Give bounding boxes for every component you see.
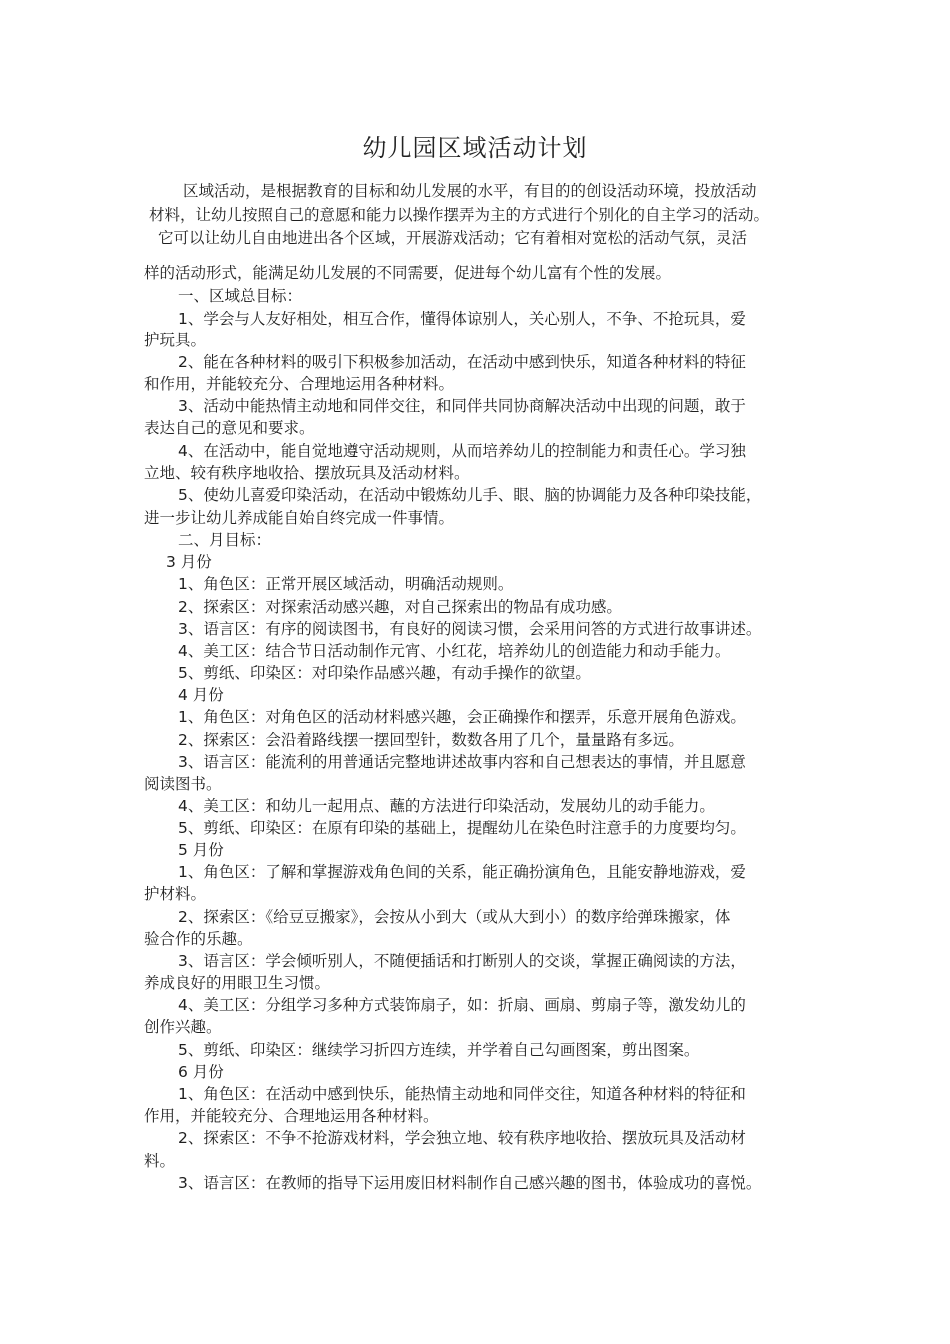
paragraph-line: 5、剪纸、印染区：继续学习折四方连续，并学着自己勾画图案，剪出图案。 bbox=[178, 1041, 700, 1059]
paragraph-line: 2、探索区：《给豆豆搬家》，会按从小到大（或从大到小）的数序给弹珠搬家，体 bbox=[178, 908, 731, 926]
paragraph-line: 阅读图书。 bbox=[144, 775, 222, 793]
paragraph-line: 3、语言区：在教师的指导下运用废旧材料制作自己感兴趣的图书，体验成功的喜悦。 bbox=[178, 1174, 762, 1192]
paragraph-line: 1、角色区：在活动中感到快乐，能热情主动地和同伴交往，知道各种材料的特征和 bbox=[178, 1085, 746, 1103]
paragraph-line: 4、美工区：结合节日活动制作元宵、小红花，培养幼儿的创造能力和动手能力。 bbox=[178, 642, 731, 660]
paragraph-line: 4、美工区：分组学习多种方式装饰扇子，如：折扇、画扇、剪扇子等，激发幼儿的 bbox=[178, 996, 746, 1014]
page-title: 幼儿园区域活动计划 bbox=[362, 134, 588, 162]
paragraph-line: 表达自己的意见和要求。 bbox=[144, 419, 315, 437]
paragraph-line: 1、角色区：了解和掌握游戏角色间的关系，能正确扮演角色，且能安静地游戏，爱 bbox=[178, 863, 746, 881]
paragraph-line: 它可以让幼儿自由地进出各个区域，开展游戏活动；它有着相对宽松的活动气氛，灵活 bbox=[158, 229, 748, 247]
paragraph-line: 样的活动形式，能满足幼儿发展的不同需要，促进每个幼儿富有个性的发展。 bbox=[144, 264, 672, 282]
paragraph-line: 5、剪纸、印染区：对印染作品感兴趣，有动手操作的欲望。 bbox=[178, 664, 591, 682]
paragraph-line: 3、活动中能热情主动地和同伴交往，和同伴共同协商解决活动中出现的问题，敢于 bbox=[178, 397, 746, 415]
paragraph-line: 1、角色区：正常开展区域活动，明确活动规则。 bbox=[178, 575, 514, 593]
paragraph-line: 材料，让幼儿按照自己的意愿和能力以操作摆弄为主的方式进行个别化的自主学习的活动。 bbox=[149, 206, 770, 224]
paragraph-line: 立地、较有秩序地收拾、摆放玩具及活动材料。 bbox=[144, 464, 470, 482]
paragraph-line: 3、语言区：有序的阅读图书，有良好的阅读习惯，会采用问答的方式进行故事讲述。 bbox=[178, 620, 762, 638]
paragraph-line: 创作兴趣。 bbox=[144, 1018, 222, 1036]
month-heading: 5 月份 bbox=[178, 841, 224, 859]
paragraph-line: 护材料。 bbox=[144, 885, 207, 903]
month-heading: 3 月份 bbox=[166, 553, 212, 571]
paragraph-line: 3、语言区：能流利的用普通话完整地讲述故事内容和自己想表达的事情，并且愿意 bbox=[178, 753, 746, 771]
section-heading: 二、月目标： bbox=[178, 531, 272, 549]
paragraph-line: 作用，并能较充分、合理地运用各种材料。 bbox=[144, 1107, 439, 1125]
month-heading: 4 月份 bbox=[178, 686, 224, 704]
paragraph-line: 2、能在各种材料的吸引下积极参加活动，在活动中感到快乐，知道各种材料的特征 bbox=[178, 353, 746, 371]
paragraph-line: 1、角色区：对角色区的活动材料感兴趣，会正确操作和摆弄，乐意开展角色游戏。 bbox=[178, 708, 746, 726]
paragraph-line: 进一步让幼儿养成能自始自终完成一件事情。 bbox=[144, 509, 455, 527]
paragraph-line: 2、探索区：不争不抢游戏材料，学会独立地、较有秩序地收拾、摆放玩具及活动材 bbox=[178, 1129, 746, 1147]
paragraph-line: 5、剪纸、印染区：在原有印染的基础上，提醒幼儿在染色时注意手的力度要均匀。 bbox=[178, 819, 746, 837]
paragraph-line: 养成良好的用眼卫生习惯。 bbox=[144, 974, 331, 992]
paragraph-line: 料。 bbox=[144, 1152, 176, 1170]
paragraph-line: 验合作的乐趣。 bbox=[144, 930, 253, 948]
paragraph-line: 区域活动，是根据教育的目标和幼儿发展的水平，有目的的创设活动环境，投放活动 bbox=[183, 182, 757, 200]
paragraph-line: 3、语言区：学会倾听别人，不随便插话和打断别人的交谈，掌握正确阅读的方法， bbox=[178, 952, 746, 970]
paragraph-line: 4、在活动中，能自觉地遵守活动规则，从而培养幼儿的控制能力和责任心。学习独 bbox=[178, 442, 746, 460]
paragraph-line: 2、探索区：对探索活动感兴趣，对自己探索出的物品有成功感。 bbox=[178, 598, 622, 616]
paragraph-line: 2、探索区：会沿着路线摆一摆回型针，数数各用了几个，量量路有多远。 bbox=[178, 731, 684, 749]
paragraph-line: 护玩具。 bbox=[144, 331, 207, 349]
paragraph-line: 和作用，并能较充分、合理地运用各种材料。 bbox=[144, 375, 455, 393]
paragraph-line: 5、使幼儿喜爱印染活动，在活动中锻炼幼儿手、眼、脑的协调能力及各种印染技能， bbox=[178, 486, 762, 504]
paragraph-line: 1、学会与人友好相处，相互合作，懂得体谅别人，关心别人，不争、不抢玩具，爱 bbox=[178, 310, 746, 328]
section-heading: 一、区域总目标： bbox=[178, 287, 303, 305]
month-heading: 6 月份 bbox=[178, 1063, 224, 1081]
paragraph-line: 4、美工区：和幼儿一起用点、蘸的方法进行印染活动，发展幼儿的动手能力。 bbox=[178, 797, 715, 815]
